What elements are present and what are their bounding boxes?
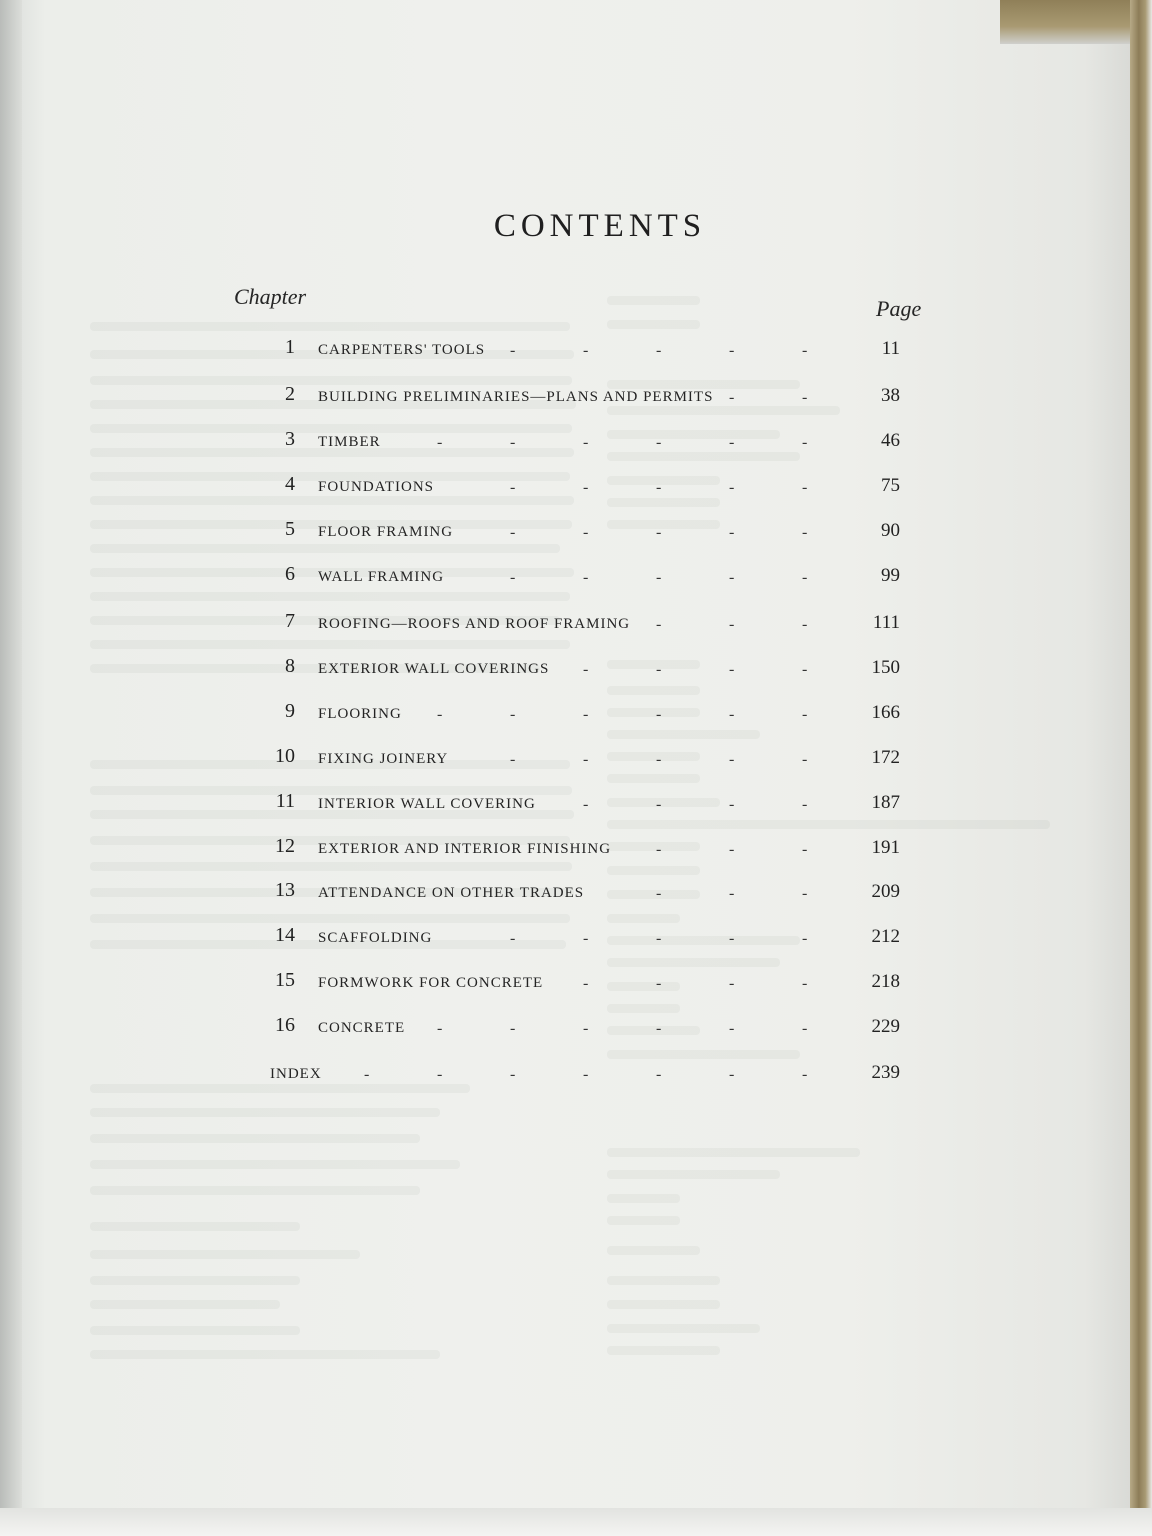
dot-leader: -: [437, 1020, 443, 1037]
chapter-entry: [0, 563, 1130, 605]
page-number: 209: [871, 881, 900, 902]
chapter-entry: [0, 518, 1130, 560]
chapter-number: 5: [285, 518, 295, 540]
dot-leader: -: [729, 751, 735, 768]
chapter-title: CONCRETE: [318, 1020, 406, 1036]
show-through-line: [90, 1250, 360, 1259]
chapter-number: 9: [285, 700, 295, 722]
dot-leader: -: [656, 841, 662, 858]
dot-leader: -: [583, 661, 589, 678]
show-through-line: [90, 1350, 440, 1359]
chapter-title: WALL FRAMING: [318, 569, 445, 585]
dot-leader: -: [510, 342, 516, 359]
dot-leader: -: [802, 796, 808, 813]
dot-leader: -: [802, 434, 808, 451]
dot-leader: -: [437, 434, 443, 451]
dot-leader: -: [656, 524, 662, 541]
dot-leader: -: [802, 479, 808, 496]
dot-leader: -: [802, 841, 808, 858]
index-entry: [0, 1062, 1130, 1102]
dot-leader: -: [802, 389, 808, 406]
chapter-title: FLOOR FRAMING: [318, 524, 454, 540]
dot-leader: -: [510, 930, 516, 947]
chapter-entry: [0, 428, 1130, 470]
chapter-title: FIXING JOINERY: [318, 751, 449, 767]
page-number: 11: [881, 338, 900, 359]
chapter-entry: [0, 835, 1130, 877]
chapter-title: FLOORING: [318, 706, 402, 722]
dot-leader: -: [802, 751, 808, 768]
dot-leader: -: [802, 885, 808, 902]
page-number: 150: [871, 657, 900, 678]
chapter-number: 6: [285, 563, 295, 585]
chapter-entry: [0, 745, 1130, 787]
show-through-line: [607, 380, 800, 389]
dot-leader: -: [510, 706, 516, 723]
dot-leader: -: [656, 796, 662, 813]
dot-leader: -: [583, 1066, 589, 1083]
dot-leader: -: [729, 524, 735, 541]
show-through-line: [90, 786, 572, 795]
dot-leader: -: [583, 975, 589, 992]
dot-leader: -: [510, 524, 516, 541]
table-surface: [0, 1508, 1152, 1536]
show-through-line: [607, 1148, 860, 1157]
dot-leader: -: [583, 479, 589, 496]
show-through-line: [607, 320, 700, 329]
chapter-number: 13: [275, 879, 295, 901]
show-through-line: [607, 1346, 720, 1355]
page-number: 75: [881, 475, 900, 496]
chapter-title: CARPENTERS' TOOLS: [318, 342, 486, 358]
show-through-line: [607, 1246, 700, 1255]
chapter-entry: [0, 790, 1130, 832]
dot-leader: -: [510, 751, 516, 768]
chapter-entry: [0, 383, 1130, 425]
chapter-title: EXTERIOR AND INTERIOR FINISHING: [318, 841, 612, 857]
show-through-line: [607, 1170, 780, 1179]
show-through-line: [607, 1194, 680, 1203]
dot-leader: -: [656, 479, 662, 496]
page-number: 229: [871, 1016, 900, 1037]
dot-leader: -: [437, 706, 443, 723]
dot-leader: -: [802, 342, 808, 359]
chapter-title: FOUNDATIONS: [318, 479, 435, 495]
dot-leader: -: [729, 841, 735, 858]
dot-leader: -: [656, 569, 662, 586]
show-through-line: [90, 1326, 300, 1335]
page-number: 212: [871, 926, 900, 947]
dot-leader: -: [802, 706, 808, 723]
show-through-line: [607, 1324, 760, 1333]
chapter-title: EXTERIOR WALL COVERINGS: [318, 661, 550, 677]
dot-leader: -: [656, 661, 662, 678]
page-number: 99: [881, 565, 900, 586]
show-through-line: [90, 424, 572, 433]
dot-leader: -: [656, 616, 662, 633]
page-title: CONTENTS: [493, 208, 707, 244]
dot-leader: -: [656, 342, 662, 359]
dot-leader: -: [510, 1020, 516, 1037]
dot-leader: -: [510, 1066, 516, 1083]
dot-leader: -: [656, 1066, 662, 1083]
dot-leader: -: [729, 661, 735, 678]
dot-leader: -: [802, 930, 808, 947]
page-number: 90: [881, 520, 900, 541]
dot-leader: -: [802, 661, 808, 678]
dot-leader: -: [656, 885, 662, 902]
dot-leader: -: [510, 479, 516, 496]
dot-leader: -: [656, 751, 662, 768]
chapter-entry: [0, 610, 1130, 652]
chapter-title: FORMWORK FOR CONCRETE: [318, 975, 544, 991]
chapter-number: 15: [275, 969, 295, 991]
chapter-entry: [0, 655, 1130, 697]
dot-leader: -: [364, 1066, 370, 1083]
dot-leader: -: [656, 434, 662, 451]
chapter-title: SCAFFOLDING: [318, 930, 433, 946]
dot-leader: -: [802, 1020, 808, 1037]
chapter-number: 10: [275, 745, 295, 767]
chapter-entry: [0, 1014, 1130, 1056]
chapter-number: 1: [285, 336, 295, 358]
show-through-line: [607, 1216, 680, 1225]
show-through-line: [90, 322, 570, 331]
chapter-number: 3: [285, 428, 295, 450]
dot-leader: -: [583, 524, 589, 541]
chapter-number: 14: [275, 924, 295, 946]
chapter-number: 11: [275, 790, 295, 812]
chapter-entry: [0, 336, 1130, 378]
dot-leader: -: [583, 751, 589, 768]
show-through-line: [90, 1186, 420, 1195]
show-through-line: [90, 1276, 300, 1285]
chapter-title: ATTENDANCE ON OTHER TRADES: [318, 885, 585, 901]
chapter-entry: [0, 473, 1130, 515]
chapter-entry: [0, 700, 1130, 742]
chapter-title: BUILDING PRELIMINARIES—PLANS AND PERMITS: [318, 389, 714, 405]
dot-leader: -: [729, 569, 735, 586]
dot-leader: -: [583, 434, 589, 451]
page-number: 187: [871, 792, 900, 813]
dot-leader: -: [510, 434, 516, 451]
dot-leader: -: [729, 616, 735, 633]
dot-leader: -: [729, 389, 735, 406]
chapter-entry: [0, 969, 1130, 1011]
chapter-entry: [0, 924, 1130, 966]
chapter-number: 4: [285, 473, 295, 495]
page-number: 218: [871, 971, 900, 992]
dot-leader: -: [729, 706, 735, 723]
dot-leader: -: [802, 1066, 808, 1083]
dot-leader: -: [802, 524, 808, 541]
dot-leader: -: [802, 616, 808, 633]
dot-leader: -: [656, 1020, 662, 1037]
dot-leader: -: [729, 796, 735, 813]
dot-leader: -: [729, 1066, 735, 1083]
dot-leader: -: [729, 342, 735, 359]
page-column-header: Page: [876, 296, 922, 321]
page-number: 191: [871, 837, 900, 858]
dot-leader: -: [729, 1020, 735, 1037]
show-through-line: [90, 1222, 300, 1231]
page-number: 46: [881, 430, 900, 451]
chapter-number: 16: [275, 1014, 295, 1036]
dot-leader: -: [656, 930, 662, 947]
show-through-line: [607, 296, 700, 305]
dot-leader: -: [656, 706, 662, 723]
dot-leader: -: [583, 930, 589, 947]
chapter-number: 2: [285, 383, 295, 405]
dot-leader: -: [802, 975, 808, 992]
page-number: 166: [871, 702, 900, 723]
chapter-number: 8: [285, 655, 295, 677]
dot-leader: -: [583, 796, 589, 813]
dot-leader: -: [729, 975, 735, 992]
dot-leader: -: [729, 885, 735, 902]
page-number: 172: [871, 747, 900, 768]
dot-leader: -: [437, 1066, 443, 1083]
show-through-line: [90, 1134, 420, 1143]
dot-leader: -: [583, 706, 589, 723]
index-title: INDEX: [270, 1066, 322, 1082]
show-through-line: [90, 1108, 440, 1117]
dot-leader: -: [510, 569, 516, 586]
show-through-line: [607, 1276, 720, 1285]
page-number: 239: [871, 1062, 900, 1083]
chapter-number: 12: [275, 835, 295, 857]
dot-leader: -: [729, 930, 735, 947]
dot-leader: -: [583, 1020, 589, 1037]
chapter-column-header: Chapter: [234, 284, 307, 309]
chapter-entry: [0, 879, 1130, 921]
dot-leader: -: [729, 434, 735, 451]
dot-leader: -: [802, 569, 808, 586]
dot-leader: -: [583, 569, 589, 586]
show-through-line: [607, 1300, 720, 1309]
page-number: 111: [872, 612, 900, 633]
show-through-line: [90, 1160, 460, 1169]
dot-leader: -: [583, 342, 589, 359]
chapter-number: 7: [285, 610, 295, 632]
chapter-title: INTERIOR WALL COVERING: [318, 796, 536, 812]
show-through-line: [90, 1300, 280, 1309]
chapter-title: ROOFING—ROOFS AND ROOF FRAMING: [318, 616, 631, 632]
dot-leader: -: [729, 479, 735, 496]
chapter-title: TIMBER: [318, 434, 381, 450]
page-number: 38: [881, 385, 900, 406]
dot-leader: -: [656, 975, 662, 992]
